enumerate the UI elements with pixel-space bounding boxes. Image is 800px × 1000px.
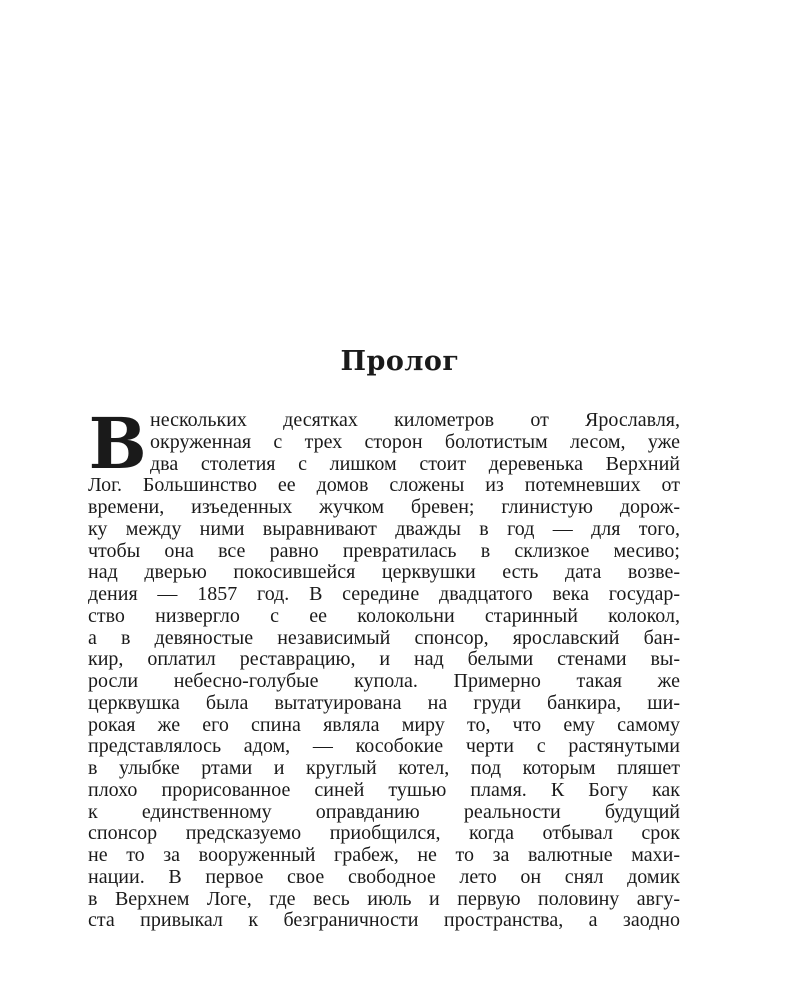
text-line: ство низвергло с ее колокольни старинный колокол,: [88, 604, 680, 627]
text-line: рокая же его спина являла миру то, что ему самому: [88, 713, 680, 736]
text-line: ку между ними выравнивают дважды в год — для того,: [88, 517, 680, 540]
text-line: чтобы она все равно превратилась в склизкое месиво;: [88, 539, 680, 562]
text-line: к единственному оправданию реальности будущий: [88, 800, 680, 823]
text-line: нескольких десятках километров от Ярославля,: [150, 409, 680, 431]
text-line: дения — 1857 год. В середине двадцатого века государ-: [88, 583, 680, 605]
text-line: окруженная с трех сторон болотистым лесом, уже: [150, 430, 680, 453]
text-line: спонсор предсказуемо приобщился, когда отбывал срок: [88, 822, 680, 845]
text-line: нации. В первое свое свободное лето он снял домик: [88, 865, 680, 888]
text-line: плохо прорисованное синей тушью пламя. К Богу как: [88, 778, 680, 801]
text-line: Лог. Большинство ее домов сложены из потемневших от: [88, 474, 680, 497]
prologue-text: [88, 402, 680, 932]
text-line: над дверью покосившейся церквушки есть дата возве-: [88, 561, 680, 584]
drop-cap: В: [88, 402, 147, 485]
text-line: кир, оплатил реставрацию, и над белыми стенами вы-: [88, 648, 680, 671]
text-line: ста привыкал к безграничности пространства, а заодно: [88, 909, 680, 932]
text-line: росли небесно-голубые купола. Примерно такая же: [88, 670, 680, 692]
text-line: времени, изъеденных жучком бревен; глинистую дорож-: [88, 496, 680, 518]
text-line: представлялось адом, — кособокие черти с растянутыми: [88, 735, 680, 758]
text-line: два столетия с лишком стоит деревенька Верхний: [150, 452, 680, 475]
chapter-title: Пролог: [340, 346, 460, 377]
text-line: в улыбке ртами и круглый котел, под которым пляшет: [88, 757, 680, 779]
text-line: церквушка была вытатуирована на груди банкира, ши-: [88, 691, 680, 714]
text-line: не то за вооруженный грабеж, не то за валютные махи-: [88, 844, 680, 866]
text-line: в Верхнем Логе, где весь июль и первую половину авгу-: [88, 887, 680, 910]
text-line: а в девяностые независимый спонсор, ярославский бан-: [88, 626, 680, 649]
